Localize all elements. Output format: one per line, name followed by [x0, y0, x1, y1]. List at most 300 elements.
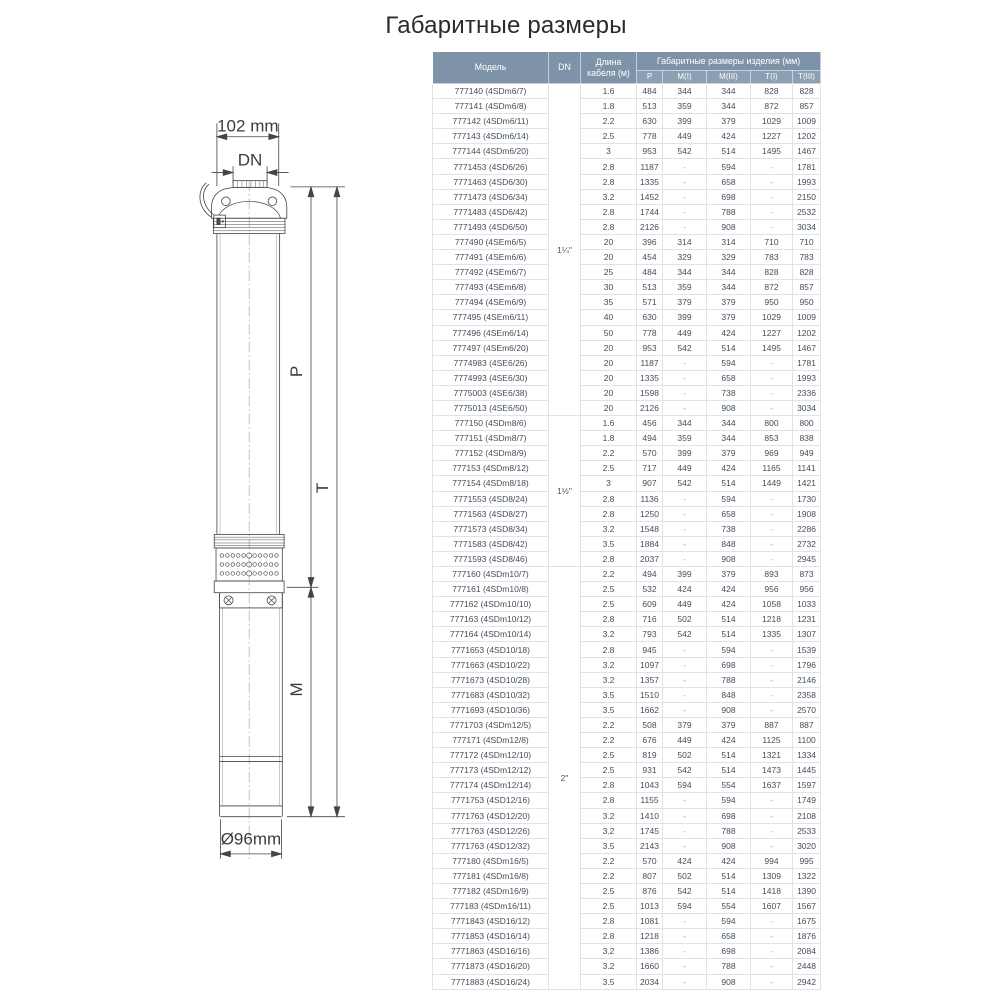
model-cell: 7771483 (4SD6/42) — [433, 204, 549, 219]
value-cell: - — [663, 204, 707, 219]
dn-group-cell: 1½" — [549, 416, 581, 567]
value-cell: 788 — [707, 823, 751, 838]
value-cell: - — [663, 808, 707, 823]
value-cell: 1218 — [751, 612, 793, 627]
value-cell: 828 — [751, 84, 793, 99]
model-cell: 7774993 (4SE6/30) — [433, 370, 549, 385]
value-cell: 908 — [707, 838, 751, 853]
value-cell: 1141 — [793, 461, 821, 476]
value-cell: 2.5 — [581, 461, 637, 476]
value-cell: 1335 — [637, 370, 663, 385]
model-cell: 7771653 (4SD10/18) — [433, 642, 549, 657]
model-cell: 7771883 (4SD16/24) — [433, 974, 549, 989]
value-cell: 344 — [707, 265, 751, 280]
value-cell: 2.8 — [581, 159, 637, 174]
value-cell: 3.5 — [581, 702, 637, 717]
model-cell: 777152 (4SDm8/9) — [433, 446, 549, 461]
model-cell: 777181 (4SDm16/8) — [433, 868, 549, 883]
model-cell: 7771573 (4SD8/34) — [433, 521, 549, 536]
value-cell: 658 — [707, 370, 751, 385]
value-cell: 2108 — [793, 808, 821, 823]
value-cell: 1029 — [751, 114, 793, 129]
value-cell: 449 — [663, 129, 707, 144]
value-cell: - — [751, 687, 793, 702]
value-cell: 3020 — [793, 838, 821, 853]
value-cell: 717 — [637, 461, 663, 476]
value-cell: 994 — [751, 853, 793, 868]
value-cell: 513 — [637, 280, 663, 295]
value-cell: 3.2 — [581, 672, 637, 687]
dim-p-label: P — [287, 365, 307, 378]
value-cell: 1993 — [793, 174, 821, 189]
value-cell: - — [663, 959, 707, 974]
value-cell: 379 — [707, 567, 751, 582]
value-cell: 514 — [707, 340, 751, 355]
table-row — [433, 521, 821, 536]
table-row — [433, 446, 821, 461]
table-row — [433, 174, 821, 189]
value-cell: 396 — [637, 234, 663, 249]
table-row — [433, 687, 821, 702]
value-cell: 1322 — [793, 868, 821, 883]
value-cell: 314 — [663, 234, 707, 249]
value-cell: 3034 — [793, 400, 821, 415]
value-cell: 1250 — [637, 506, 663, 521]
value-cell: 1781 — [793, 159, 821, 174]
value-cell: 449 — [663, 461, 707, 476]
model-cell: 777161 (4SDm10/8) — [433, 582, 549, 597]
value-cell: - — [663, 642, 707, 657]
value-cell: 1908 — [793, 506, 821, 521]
value-cell: 698 — [707, 189, 751, 204]
model-cell: 777497 (4SEm6/20) — [433, 340, 549, 355]
cable-guard — [200, 183, 226, 228]
page-title: Габаритные размеры — [385, 12, 627, 39]
value-cell: 40 — [581, 310, 637, 325]
value-cell: - — [751, 974, 793, 989]
value-cell: - — [751, 838, 793, 853]
value-cell: - — [663, 385, 707, 400]
value-cell: 1227 — [751, 325, 793, 340]
value-cell: 35 — [581, 295, 637, 310]
table-row — [433, 310, 821, 325]
value-cell: 1495 — [751, 144, 793, 159]
value-cell: 2.8 — [581, 612, 637, 627]
value-cell: - — [751, 823, 793, 838]
table-row — [433, 551, 821, 566]
value-cell: 2084 — [793, 944, 821, 959]
model-cell: 777140 (4SDm6/7) — [433, 84, 549, 99]
table-row — [433, 416, 821, 431]
value-cell: 1876 — [793, 929, 821, 944]
value-cell: 3.2 — [581, 657, 637, 672]
value-cell: 887 — [751, 717, 793, 732]
model-cell: 7771473 (4SD6/34) — [433, 189, 549, 204]
value-cell: 950 — [793, 295, 821, 310]
screw-icon — [224, 596, 233, 605]
model-cell: 7771663 (4SD10/22) — [433, 657, 549, 672]
value-cell: - — [751, 521, 793, 536]
value-cell: 800 — [793, 416, 821, 431]
value-cell: 359 — [663, 99, 707, 114]
table-row — [433, 929, 821, 944]
value-cell: 2286 — [793, 521, 821, 536]
motor-body — [220, 593, 283, 817]
value-cell: 2532 — [793, 204, 821, 219]
table-row — [433, 914, 821, 929]
model-cell: 777492 (4SEm6/7) — [433, 265, 549, 280]
outlet-stub — [233, 181, 267, 188]
value-cell: 2.8 — [581, 204, 637, 219]
value-cell: 3034 — [793, 219, 821, 234]
value-cell: 359 — [663, 431, 707, 446]
value-cell: 449 — [663, 597, 707, 612]
value-cell: 379 — [707, 295, 751, 310]
value-cell: - — [751, 370, 793, 385]
model-cell: 777163 (4SDm10/12) — [433, 612, 549, 627]
value-cell: 2.8 — [581, 219, 637, 234]
value-cell: 1097 — [637, 657, 663, 672]
model-cell: 777142 (4SDm6/11) — [433, 114, 549, 129]
value-cell: 1013 — [637, 899, 663, 914]
value-cell: 424 — [707, 853, 751, 868]
value-cell: 793 — [637, 627, 663, 642]
value-cell: 2570 — [793, 702, 821, 717]
model-cell: 777144 (4SDm6/20) — [433, 144, 549, 159]
value-cell: 1009 — [793, 310, 821, 325]
model-cell: 777150 (4SDm8/6) — [433, 416, 549, 431]
value-cell: - — [751, 702, 793, 717]
value-cell: 872 — [751, 280, 793, 295]
value-cell: 542 — [663, 883, 707, 898]
value-cell: 424 — [663, 582, 707, 597]
table-row — [433, 582, 821, 597]
value-cell: 344 — [663, 265, 707, 280]
value-cell: 738 — [707, 521, 751, 536]
value-cell: 2336 — [793, 385, 821, 400]
value-cell: 676 — [637, 733, 663, 748]
value-cell: 788 — [707, 204, 751, 219]
model-cell: 777154 (4SDm8/18) — [433, 476, 549, 491]
value-cell: 2358 — [793, 687, 821, 702]
model-cell: 777171 (4SDm12/8) — [433, 733, 549, 748]
value-cell: 508 — [637, 717, 663, 732]
value-cell: 950 — [751, 295, 793, 310]
value-cell: 2448 — [793, 959, 821, 974]
table-row — [433, 883, 821, 898]
value-cell: - — [751, 219, 793, 234]
value-cell: 1.8 — [581, 99, 637, 114]
model-cell: 777174 (4SDm12/14) — [433, 778, 549, 793]
model-cell: 7771463 (4SD6/30) — [433, 174, 549, 189]
value-cell: - — [751, 400, 793, 415]
value-cell: 514 — [707, 627, 751, 642]
model-cell: 777495 (4SEm6/11) — [433, 310, 549, 325]
value-cell: 344 — [707, 99, 751, 114]
value-cell: 788 — [707, 959, 751, 974]
value-cell: 20 — [581, 385, 637, 400]
value-cell: 399 — [663, 446, 707, 461]
value-cell: 828 — [793, 84, 821, 99]
model-cell: 777164 (4SDm10/14) — [433, 627, 549, 642]
value-cell: - — [751, 385, 793, 400]
value-cell: 1598 — [637, 385, 663, 400]
model-cell: 7771553 (4SD8/24) — [433, 491, 549, 506]
value-cell: 1227 — [751, 129, 793, 144]
value-cell: - — [751, 536, 793, 551]
value-cell: - — [751, 657, 793, 672]
value-cell: - — [751, 808, 793, 823]
table-row — [433, 400, 821, 415]
value-cell: 494 — [637, 431, 663, 446]
value-cell: 344 — [663, 84, 707, 99]
value-cell: 1321 — [751, 748, 793, 763]
value-cell: 1058 — [751, 597, 793, 612]
value-cell: 514 — [707, 144, 751, 159]
table-row — [433, 114, 821, 129]
value-cell: 1510 — [637, 687, 663, 702]
col-header-model: Модель — [433, 52, 549, 84]
model-cell: 777182 (4SDm16/9) — [433, 883, 549, 898]
table-row — [433, 868, 821, 883]
value-cell: 738 — [707, 385, 751, 400]
value-cell: 1202 — [793, 325, 821, 340]
table-row — [433, 853, 821, 868]
value-cell: 1467 — [793, 340, 821, 355]
pump-body — [217, 233, 280, 534]
value-cell: - — [663, 657, 707, 672]
value-cell: 1421 — [793, 476, 821, 491]
value-cell: 514 — [707, 868, 751, 883]
value-cell: 50 — [581, 325, 637, 340]
model-cell: 777162 (4SDm10/10) — [433, 597, 549, 612]
value-cell: 3 — [581, 476, 637, 491]
table-row — [433, 597, 821, 612]
value-cell: - — [751, 944, 793, 959]
value-cell: 907 — [637, 476, 663, 491]
value-cell: 2.8 — [581, 551, 637, 566]
value-cell: 1418 — [751, 883, 793, 898]
value-cell: 956 — [793, 582, 821, 597]
value-cell: 1335 — [637, 174, 663, 189]
value-cell: 594 — [707, 914, 751, 929]
value-cell: 931 — [637, 763, 663, 778]
value-cell: 908 — [707, 974, 751, 989]
value-cell: 710 — [751, 234, 793, 249]
dim-t-label: T — [313, 482, 333, 494]
value-cell: - — [751, 672, 793, 687]
table-row — [433, 536, 821, 551]
value-cell: 344 — [663, 416, 707, 431]
value-cell: 594 — [663, 899, 707, 914]
model-cell: 777173 (4SDm12/12) — [433, 763, 549, 778]
value-cell: 344 — [707, 431, 751, 446]
value-cell: 2150 — [793, 189, 821, 204]
value-cell: - — [663, 793, 707, 808]
table-row — [433, 144, 821, 159]
value-cell: 2.2 — [581, 114, 637, 129]
value-cell: 1187 — [637, 159, 663, 174]
pump-diagram — [140, 100, 430, 960]
value-cell: 2533 — [793, 823, 821, 838]
value-cell: 609 — [637, 597, 663, 612]
value-cell: 3.2 — [581, 627, 637, 642]
model-cell: 7771763 (4SD12/26) — [433, 823, 549, 838]
value-cell: 484 — [637, 84, 663, 99]
model-cell: 777490 (4SEm6/5) — [433, 234, 549, 249]
value-cell: 1781 — [793, 355, 821, 370]
model-cell: 7771763 (4SD12/32) — [433, 838, 549, 853]
value-cell: 778 — [637, 129, 663, 144]
dn-group-cell: 1¼" — [549, 84, 581, 416]
model-cell: 7771593 (4SD8/46) — [433, 551, 549, 566]
value-cell: 542 — [663, 763, 707, 778]
value-cell: 2.2 — [581, 717, 637, 732]
value-cell: - — [663, 370, 707, 385]
value-cell: 857 — [793, 280, 821, 295]
value-cell: 945 — [637, 642, 663, 657]
value-cell: 1749 — [793, 793, 821, 808]
table-row — [433, 778, 821, 793]
value-cell: 658 — [707, 929, 751, 944]
value-cell: - — [663, 823, 707, 838]
value-cell: 2.8 — [581, 929, 637, 944]
model-cell: 7771763 (4SD12/20) — [433, 808, 549, 823]
dimension-lines — [287, 187, 345, 817]
value-cell: 953 — [637, 340, 663, 355]
value-cell: 2126 — [637, 219, 663, 234]
table-row — [433, 99, 821, 114]
value-cell: 1136 — [637, 491, 663, 506]
value-cell: 1.6 — [581, 84, 637, 99]
value-cell: 1187 — [637, 355, 663, 370]
value-cell: 30 — [581, 280, 637, 295]
value-cell: - — [663, 521, 707, 536]
value-cell: 379 — [663, 717, 707, 732]
value-cell: 594 — [707, 491, 751, 506]
value-cell: 1539 — [793, 642, 821, 657]
value-cell: - — [663, 506, 707, 521]
value-cell: 2.8 — [581, 174, 637, 189]
value-cell: 424 — [707, 129, 751, 144]
value-cell: 2126 — [637, 400, 663, 415]
value-cell: 20 — [581, 234, 637, 249]
value-cell: 956 — [751, 582, 793, 597]
value-cell: 513 — [637, 99, 663, 114]
value-cell: 3.2 — [581, 959, 637, 974]
table-row — [433, 84, 821, 99]
value-cell: 1309 — [751, 868, 793, 883]
value-cell: 2942 — [793, 974, 821, 989]
value-cell: 1452 — [637, 189, 663, 204]
value-cell: 594 — [707, 355, 751, 370]
value-cell: 716 — [637, 612, 663, 627]
model-cell: 7771493 (4SD6/50) — [433, 219, 549, 234]
value-cell: 876 — [637, 883, 663, 898]
outlet-label: DN — [237, 150, 263, 170]
col-header-dn: DN — [549, 52, 581, 84]
model-cell: 7771843 (4SD16/12) — [433, 914, 549, 929]
table-row — [433, 159, 821, 174]
value-cell: 542 — [663, 144, 707, 159]
model-cell: 7771583 (4SD8/42) — [433, 536, 549, 551]
model-cell: 777494 (4SEm6/9) — [433, 295, 549, 310]
value-cell: 2.2 — [581, 853, 637, 868]
col-header-m3: M(III) — [707, 71, 751, 84]
value-cell: 1033 — [793, 597, 821, 612]
value-cell: 2.2 — [581, 733, 637, 748]
value-cell: 1202 — [793, 129, 821, 144]
value-cell: - — [751, 506, 793, 521]
table-row — [433, 838, 821, 853]
value-cell: 329 — [707, 250, 751, 265]
value-cell: - — [751, 189, 793, 204]
value-cell: 1993 — [793, 370, 821, 385]
value-cell: 542 — [663, 340, 707, 355]
value-cell: 630 — [637, 310, 663, 325]
model-cell: 7771753 (4SD12/16) — [433, 793, 549, 808]
value-cell: 2.5 — [581, 582, 637, 597]
value-cell: 1445 — [793, 763, 821, 778]
value-cell: 399 — [663, 567, 707, 582]
value-cell: 399 — [663, 114, 707, 129]
table-row — [433, 491, 821, 506]
value-cell: - — [663, 838, 707, 853]
value-cell: 20 — [581, 355, 637, 370]
bottom-diameter-label: Ø96mm — [220, 829, 282, 849]
value-cell: 1.6 — [581, 416, 637, 431]
dim-m-label: M — [287, 682, 307, 697]
table-row — [433, 944, 821, 959]
table-row — [433, 612, 821, 627]
value-cell: 848 — [707, 536, 751, 551]
value-cell: 359 — [663, 280, 707, 295]
top-width-label: 102 mm — [217, 116, 279, 136]
value-cell: 1744 — [637, 204, 663, 219]
value-cell: 456 — [637, 416, 663, 431]
value-cell: 887 — [793, 717, 821, 732]
value-cell: 20 — [581, 250, 637, 265]
table-row — [433, 385, 821, 400]
table-row — [433, 702, 821, 717]
value-cell: 1.8 — [581, 431, 637, 446]
value-cell: 594 — [707, 642, 751, 657]
value-cell: 2.5 — [581, 597, 637, 612]
value-cell: 424 — [707, 597, 751, 612]
value-cell: 1125 — [751, 733, 793, 748]
value-cell: - — [751, 959, 793, 974]
model-cell: 777491 (4SEm6/6) — [433, 250, 549, 265]
model-cell: 7771563 (4SD8/27) — [433, 506, 549, 521]
value-cell: - — [663, 974, 707, 989]
value-cell: 1307 — [793, 627, 821, 642]
col-header-m1: M(I) — [663, 71, 707, 84]
model-cell: 7771873 (4SD16/20) — [433, 959, 549, 974]
value-cell: 424 — [707, 461, 751, 476]
model-cell: 777496 (4SEm6/14) — [433, 325, 549, 340]
value-cell: - — [751, 793, 793, 808]
value-cell: 872 — [751, 99, 793, 114]
value-cell: 2.8 — [581, 506, 637, 521]
value-cell: 379 — [663, 295, 707, 310]
value-cell: 379 — [707, 310, 751, 325]
value-cell: 329 — [663, 250, 707, 265]
value-cell: 1100 — [793, 733, 821, 748]
value-cell: 1165 — [751, 461, 793, 476]
value-cell: 1660 — [637, 959, 663, 974]
table-row — [433, 642, 821, 657]
value-cell: 3.5 — [581, 687, 637, 702]
